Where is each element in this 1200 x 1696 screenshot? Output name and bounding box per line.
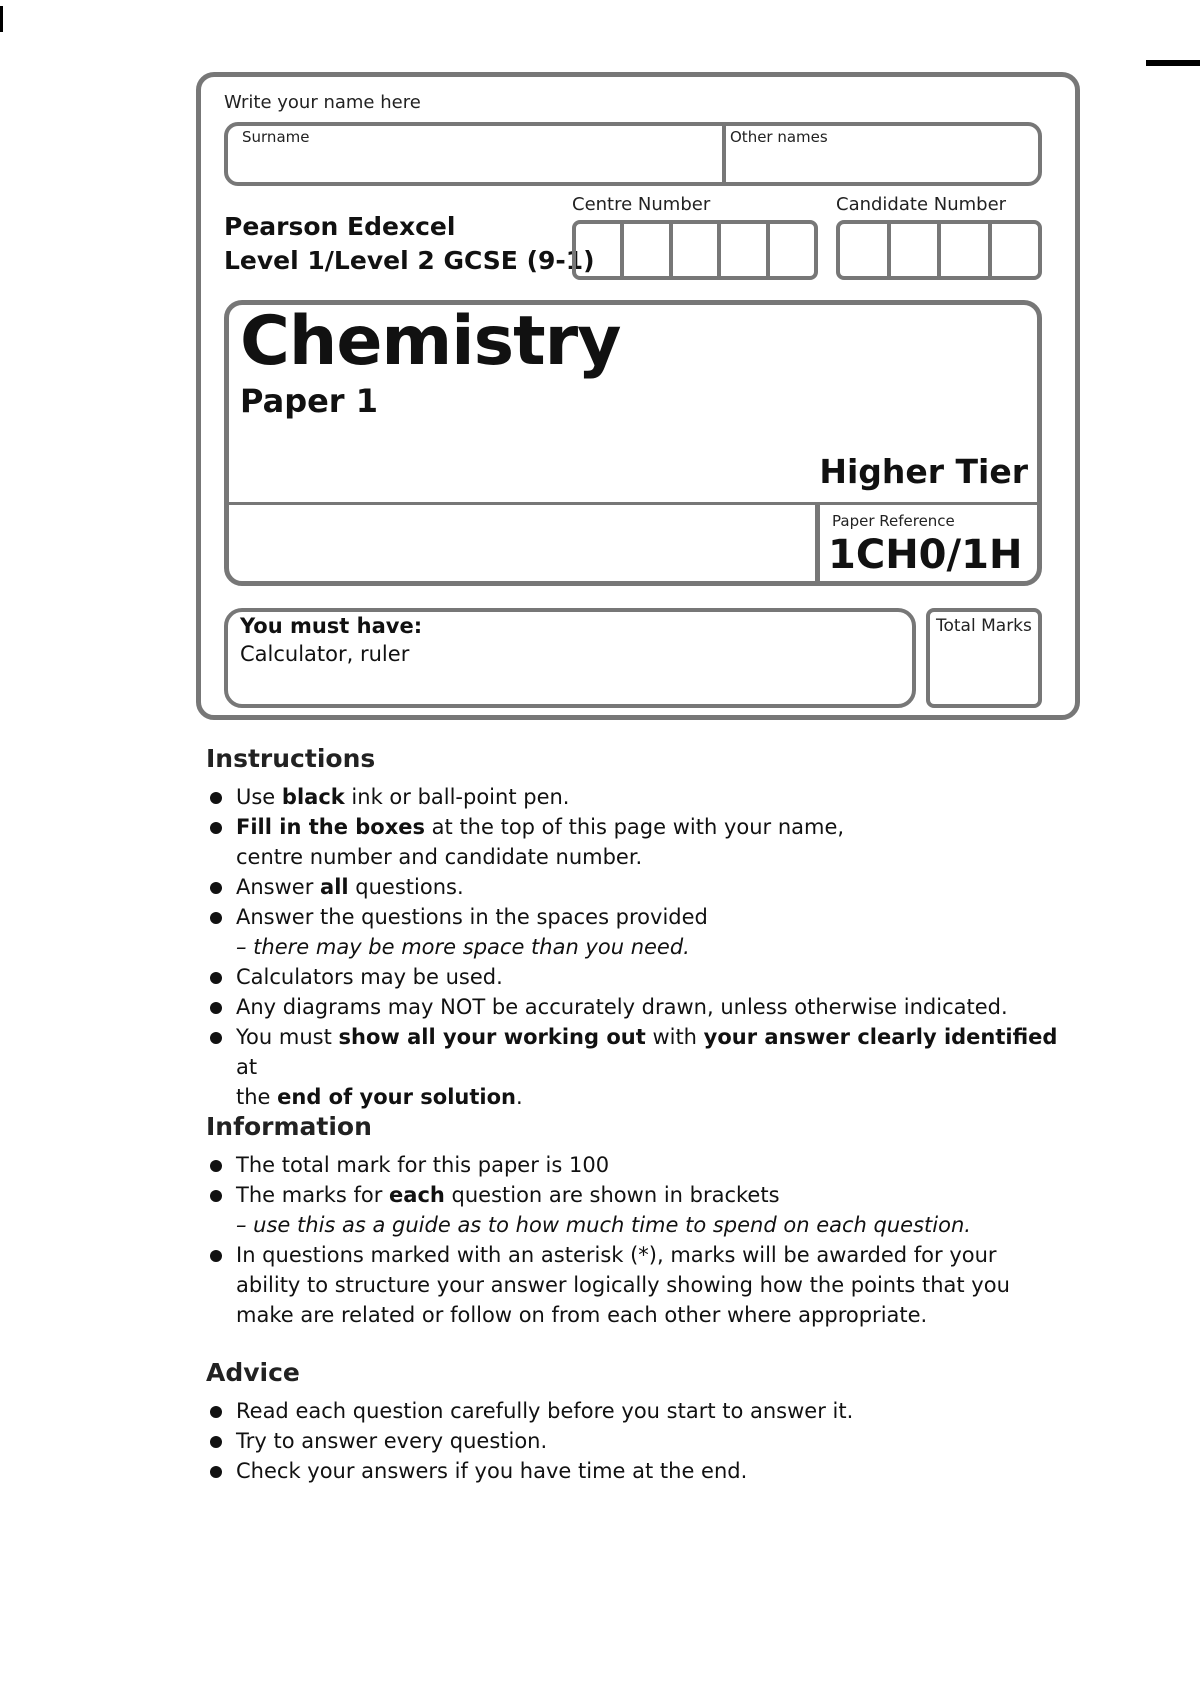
registration-mark-left	[0, 6, 3, 32]
paper-reference-divider	[815, 502, 820, 586]
paper-reference: 1CH0/1H	[828, 532, 1023, 578]
centre-digit-box[interactable]	[673, 224, 721, 276]
candidate-digit-box[interactable]	[992, 224, 1039, 276]
surname-label: Surname	[242, 128, 310, 146]
advice-heading: Advice	[206, 1358, 300, 1387]
total-marks-label: Total Marks	[936, 616, 1032, 636]
bullet-icon	[210, 1406, 222, 1418]
exam-board: Pearson Edexcel	[224, 212, 456, 241]
centre-number-field[interactable]	[572, 220, 818, 280]
bullet-icon	[210, 882, 222, 894]
paper-reference-label: Paper Reference	[832, 512, 955, 530]
centre-digit-box[interactable]	[770, 224, 814, 276]
title-box-divider	[229, 502, 1037, 505]
bullet-icon	[210, 1002, 222, 1014]
paper-name: Paper 1	[240, 382, 378, 420]
centre-number-label: Centre Number	[572, 194, 711, 215]
registration-mark-right	[1146, 60, 1200, 66]
bullet-icon	[210, 1190, 222, 1202]
list-item: You must show all your working out with your answer clearly identified at the end of your solution.	[206, 1022, 1066, 1112]
bullet-icon	[210, 912, 222, 924]
other-names-label: Other names	[730, 128, 828, 146]
bullet-icon	[210, 1250, 222, 1262]
instructions-heading: Instructions	[206, 744, 376, 773]
bullet-icon	[210, 972, 222, 984]
list-item: Fill in the boxes at the top of this page with your name, centre number and candidate number.	[206, 812, 1066, 872]
requirements-title: You must have:	[240, 614, 423, 638]
list-item: Use black ink or ball-point pen.	[206, 782, 1066, 812]
tier-label: Higher Tier	[819, 452, 1028, 491]
information-heading: Information	[206, 1112, 372, 1141]
list-item: Answer the questions in the spaces provided – there may be more space than you need.	[206, 902, 1066, 962]
advice-list	[206, 1396, 1066, 1486]
candidate-digit-box[interactable]	[941, 224, 992, 276]
list-item: The marks for each question are shown in brackets – use this as a guide as to how much time to spend on each question.	[206, 1180, 1066, 1240]
list-item: Check your answers if you have time at the end.	[206, 1456, 1066, 1486]
qualification-level: Level 1/Level 2 GCSE (9-1)	[224, 246, 595, 275]
bullet-icon	[210, 1436, 222, 1448]
subject-title: Chemistry	[240, 302, 621, 381]
list-item: Read each question carefully before you start to answer it.	[206, 1396, 1066, 1426]
bullet-icon	[210, 792, 222, 804]
candidate-number-label: Candidate Number	[836, 194, 1007, 215]
centre-digit-box[interactable]	[721, 224, 769, 276]
list-item: Calculators may be used.	[206, 962, 1066, 992]
requirements-items: Calculator, ruler	[240, 642, 410, 666]
list-item: In questions marked with an asterisk (*), marks will be awarded for your ability to structure your answer logically showing how the points that you make are related or follow on from each other where appropriate.	[206, 1240, 1066, 1330]
information-list	[206, 1150, 1066, 1330]
list-item: The total mark for this paper is 100	[206, 1150, 1066, 1180]
bullet-icon	[210, 1466, 222, 1478]
instructions-list	[206, 782, 1066, 1112]
bullet-icon	[210, 1032, 222, 1044]
write-name-label: Write your name here	[224, 92, 421, 113]
candidate-digit-box[interactable]	[840, 224, 891, 276]
bullet-icon	[210, 1160, 222, 1172]
candidate-digit-box[interactable]	[891, 224, 942, 276]
surname-field[interactable]	[232, 148, 716, 180]
centre-digit-box[interactable]	[576, 224, 624, 276]
list-item: Try to answer every question.	[206, 1426, 1066, 1456]
candidate-number-field[interactable]	[836, 220, 1042, 280]
other-names-field[interactable]	[726, 148, 1034, 180]
centre-digit-box[interactable]	[624, 224, 672, 276]
list-item: Answer all questions.	[206, 872, 1066, 902]
list-item: Any diagrams may NOT be accurately drawn, unless otherwise indicated.	[206, 992, 1066, 1022]
bullet-icon	[210, 822, 222, 834]
